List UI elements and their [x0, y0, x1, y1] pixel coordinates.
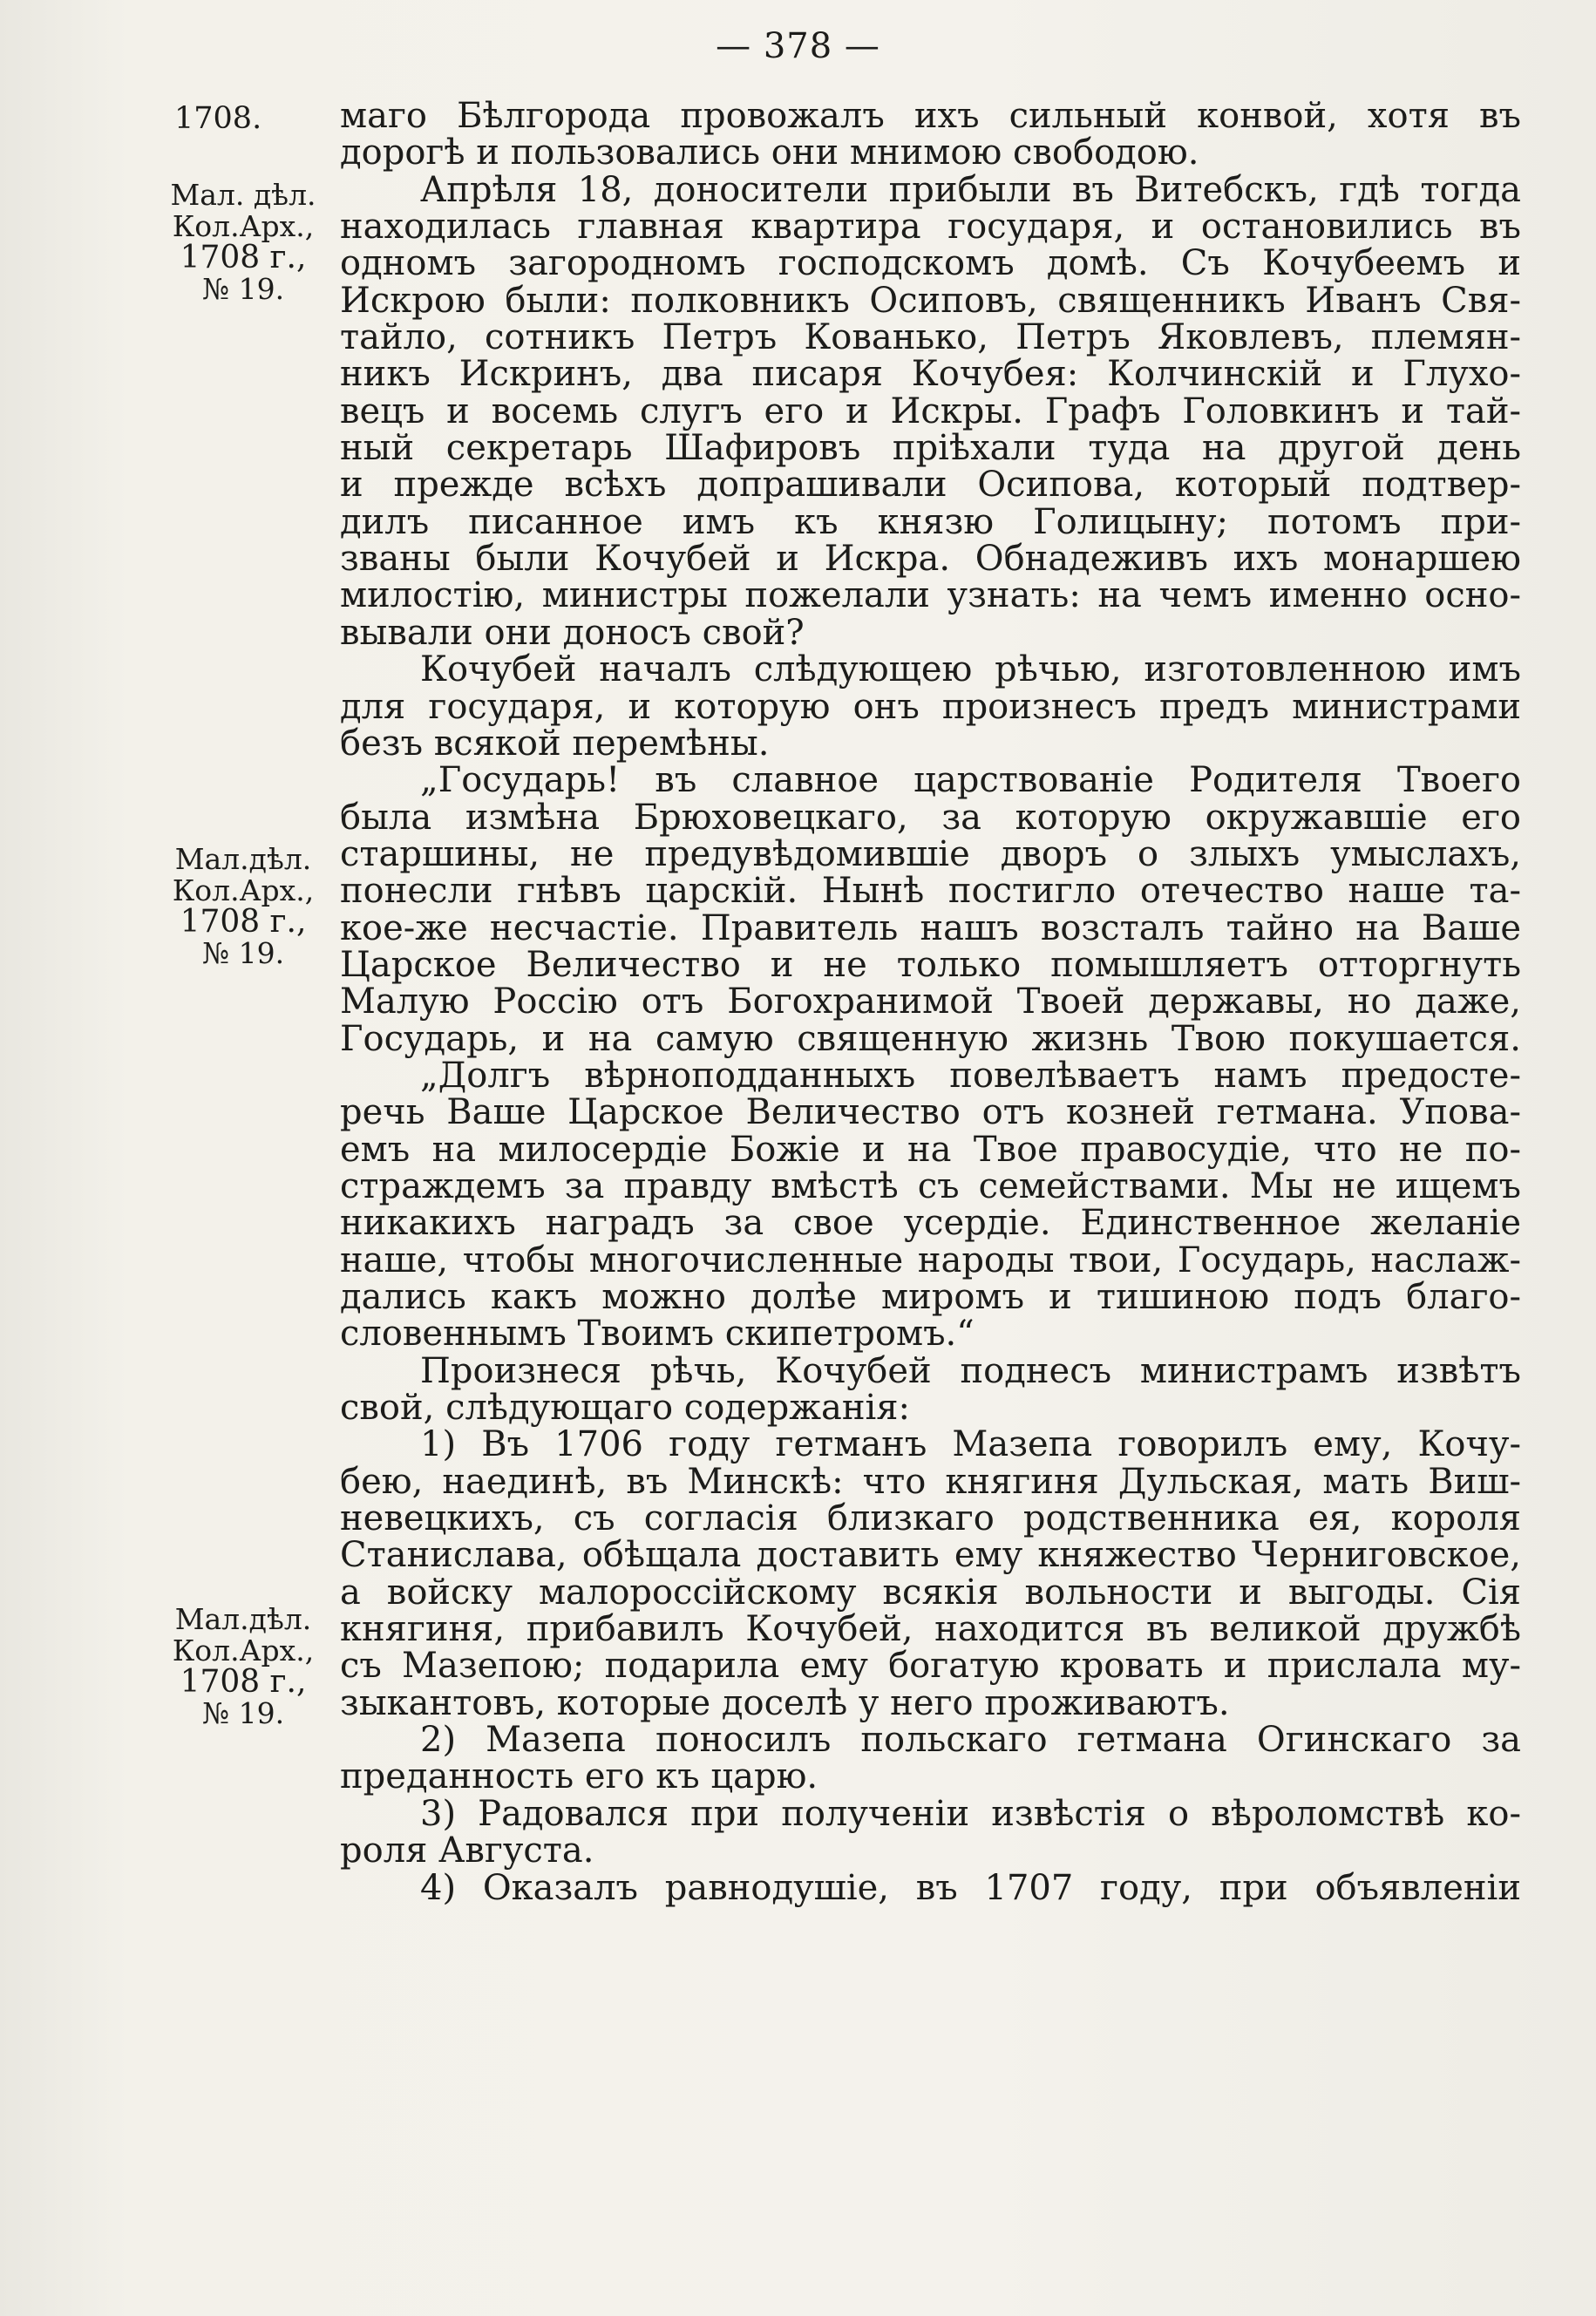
margin-note-line: Кол.Арх.,	[172, 209, 315, 243]
text-line: словеннымъ Твоимъ скипетромъ.“	[340, 1314, 975, 1355]
margin-note-line: Мал. дѣл.	[170, 178, 316, 212]
margin-note-line: Кол.Арх.,	[172, 1633, 315, 1667]
text-line: для государя, и которую онъ произнесъ предъ министрами	[340, 686, 1521, 727]
text-line: княгиня, прибавилъ Кочубей, находится въ великой дружбѣ	[340, 1609, 1521, 1650]
text-line: бею, наединѣ, въ Минскѣ: что княгиня Дульская, мать Виш-	[340, 1461, 1521, 1502]
margin-note-line: Мал.дѣл.	[174, 842, 312, 876]
text-line: речь Ваше Царское Величество отъ козней гетмана. Упова-	[340, 1092, 1521, 1133]
text-line: емъ на милосердіе Божіе и на Твое правосудіе, что не по-	[340, 1129, 1521, 1170]
margin-note-line: № 19.	[201, 1696, 285, 1730]
text-line: Малую Россію отъ Богохранимой Твоей державы, но даже,	[340, 981, 1521, 1022]
text-line: Государь, и на самую священную жизнь Твою покушается.	[340, 1018, 1521, 1059]
margin-note-line: 1708 г.,	[180, 904, 307, 940]
margin-note-line: № 19.	[201, 272, 285, 306]
text-line: свой, слѣдующаго содержанія:	[340, 1388, 911, 1429]
text-line: „Долгъ вѣрноподданныхъ повелѣваетъ намъ предосте-	[420, 1055, 1521, 1096]
text-line: находилась главная квартира государя, и остановились въ	[340, 207, 1521, 248]
text-line: 4) Оказалъ равнодушіе, въ 1707 году, при объявленіи	[420, 1867, 1521, 1908]
text-line: наше, чтобы многочисленные народы твои, Государь, наслаж-	[340, 1240, 1521, 1280]
text-line: дилъ писанное имъ къ князю Голицыну; потомъ при-	[340, 501, 1521, 542]
text-line: роля Августа.	[340, 1830, 594, 1871]
margin-note-citation	[148, 180, 338, 305]
text-line: вецъ и восемь слугъ его и Искры. Графъ Головкинъ и тай-	[340, 391, 1521, 431]
margin-note-year	[174, 103, 364, 134]
page-number: — 378 —	[716, 26, 880, 66]
margin-note-line: 1708.	[174, 101, 262, 136]
text-line: была измѣна Брюховецкаго, за которую окружавшіе его	[340, 797, 1521, 838]
text-line: зыкантовъ, которые доселѣ у него проживаютъ.	[340, 1682, 1230, 1723]
text-line: вывали они доносъ свой?	[340, 612, 805, 653]
margin-note-line: 1708 г.,	[180, 1664, 307, 1700]
text-line: и прежде всѣхъ допрашивали Осипова, который подтвер-	[340, 465, 1521, 506]
text-line: „Государь! въ славное царствованіе Родителя Твоего	[420, 760, 1521, 801]
text-line: 1) Въ 1706 году гетманъ Мазепа говорилъ ему, Кочу-	[420, 1424, 1521, 1465]
text-line: ный секретарь Шафировъ пріѣхали туда на другой день	[340, 428, 1521, 469]
text-line: 2) Мазепа поносилъ польскаго гетмана Огинскаго за	[420, 1720, 1521, 1761]
text-line: дались какъ можно долѣе миромъ и тишиною подъ благо-	[340, 1277, 1521, 1317]
text-line: 3) Радовался при полученіи извѣстія о вѣроломствѣ ко-	[420, 1793, 1521, 1834]
text-line: Искрою были: полковникъ Осиповъ, священникъ Иванъ Свя-	[340, 280, 1521, 321]
margin-note-line: Кол.Арх.,	[172, 873, 315, 907]
text-line: Станислава, обѣщала доставить ему княжество Черниговское,	[340, 1535, 1521, 1576]
text-line: преданность его къ царю.	[340, 1756, 818, 1797]
text-line: а войску малороссійскому всякія вольности и выгоды. Сія	[340, 1572, 1521, 1613]
body-text	[340, 98, 1521, 1906]
text-line: дорогѣ и пользовались они мнимою свободою.	[340, 132, 1199, 173]
text-line: понесли гнѣвъ царскій. Нынѣ постигло отечество наше та-	[340, 871, 1521, 912]
text-line: безъ всякой перемѣны.	[340, 723, 770, 764]
text-line: старшины, не предувѣдомившіе дворъ о злыхъ умыслахъ,	[340, 833, 1521, 874]
text-line: никакихъ наградъ за свое усердіе. Единственное желаніе	[340, 1203, 1521, 1244]
text-line: страждемъ за правду вмѣстѣ съ семействами. Мы не ищемъ	[340, 1165, 1521, 1206]
margin-note-line: № 19.	[201, 936, 285, 970]
text-line: маго Бѣлгорода провожалъ ихъ сильный конвой, хотя въ	[340, 96, 1521, 136]
text-line: невецкихъ, съ согласія близкаго родственника ея, короля	[340, 1498, 1521, 1539]
text-line: тайло, сотникъ Петръ Кованько, Петръ Яковлевъ, племян-	[340, 317, 1521, 358]
text-line: Произнеся рѣчь, Кочубей поднесъ министрамъ извѣтъ	[420, 1350, 1521, 1391]
margin-note-citation	[148, 1604, 338, 1729]
text-line: съ Мазепою; подарила ему богатую кровать и прислала му-	[340, 1646, 1521, 1687]
text-line: одномъ загородномъ господскомъ домѣ. Съ Кочубеемъ и	[340, 243, 1521, 284]
text-line: Апрѣля 18, доносители прибыли въ Витебскъ, гдѣ тогда	[420, 169, 1521, 210]
margin-note-line: 1708 г.,	[180, 240, 307, 275]
text-line: кое-же несчастіе. Правитель нашъ возсталъ тайно на Ваше	[340, 907, 1521, 948]
text-line: званы были Кочубей и Искра. Обнадеживъ ихъ монаршею	[340, 539, 1521, 580]
margin-note-line: Мал.дѣл.	[174, 1602, 312, 1636]
text-line: никъ Искринъ, два писаря Кочубея: Колчинскій и Глухо-	[340, 354, 1521, 395]
margin-note-citation	[148, 844, 338, 969]
text-line: Царское Величество и не только помышляетъ отторгнуть	[340, 944, 1521, 985]
text-line: Кочубей началъ слѣдующею рѣчью, изготовленною имъ	[420, 649, 1521, 690]
text-line: милостію, министры пожелали узнать: на чемъ именно осно-	[340, 575, 1521, 616]
